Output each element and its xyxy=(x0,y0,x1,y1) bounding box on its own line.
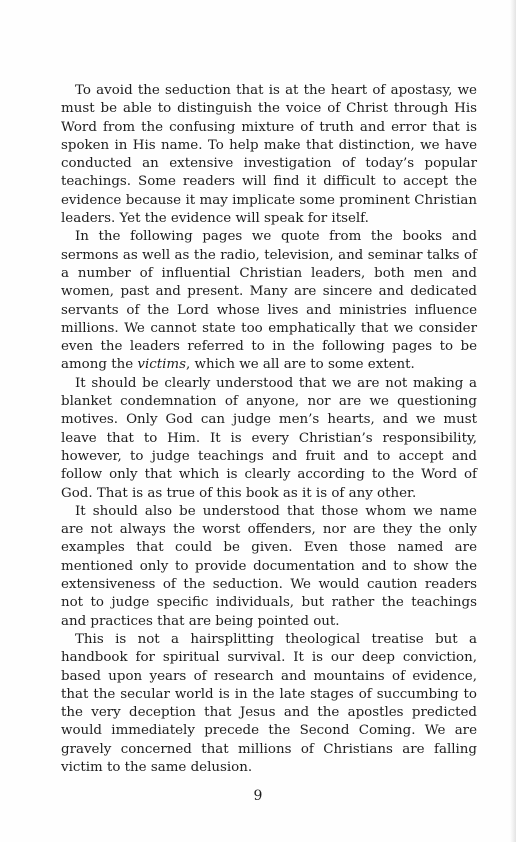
paragraph-3: It should be clearly understood that we are not making a blanket condemnation of anyone, nor are we questioning motives. Only God can judge men’s hearts, and we must leave that to Him. It is every Christian’s responsibility, however, to judge teachings and fruit and to accept and follow only that which is clearly according to the Word of God. That is as true of this book as it is of any other. xyxy=(61,375,477,501)
page-edge-shadow xyxy=(510,0,516,842)
paragraph-5: This is not a hairsplitting theological treatise but a handbook for spiritual survival. It is our deep conviction, based upon years of research and mountains of evidence, that the secular world is in the late stages of succumbing to the very deception that Jesus and the apostles predicted would immediately precede the Second Coming. We are gravely concerned that millions of Christians are falling victim to the same delusion. xyxy=(61,631,477,775)
paragraph-2-text-after: , which we all are to some extent. xyxy=(185,357,415,373)
paragraph-4: It should also be understood that those whom we name are not always the worst offenders, nor are they the only examples that could be given. Even those named are mentioned only to provide documentation and to show the extensiveness of the seduction. We would caution readers not to judge specific individuals, but rather the teachings and practices that are being pointed out. xyxy=(61,503,477,629)
page-number: 9 xyxy=(253,788,263,804)
emphasis-victims: victims xyxy=(137,357,186,373)
body-text xyxy=(61,82,477,777)
paragraph-2-text-before: In the following pages we quote from the books and sermons as well as the radio, television, and seminar talks of a number of influential Christian leaders, both men and women, past and present. Many are sincere and dedicated servants of the Lord whose lives and ministries influence millions. We cannot state too emphatically that we consider even the leaders referred to in the following pages to be among the xyxy=(61,229,477,373)
paragraph-2 xyxy=(61,228,477,374)
paragraph-1: To avoid the seduction that is at the heart of apostasy, we must be able to distinguish the voice of Christ through His Word from the confusing mixture of truth and error that is spoken in His name. To help make that distinction, we have conducted an extensive investigation of today’s popular teachings. Some readers will find it difficult to accept the evidence because it may implicate some prominent Christian leaders. Yet the evidence will speak for itself. xyxy=(61,83,477,227)
